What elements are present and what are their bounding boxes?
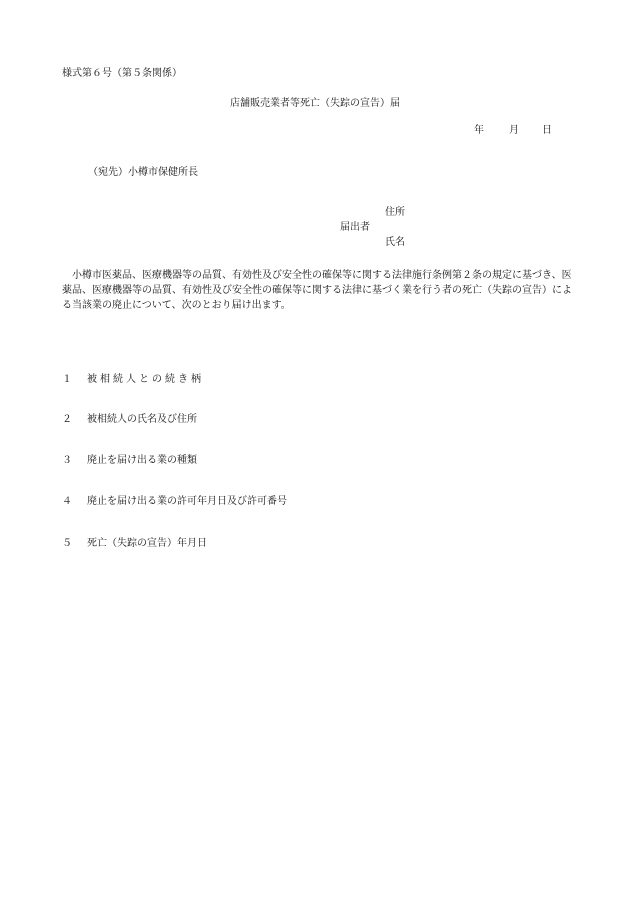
applicant-address-label: 住所 (385, 207, 405, 218)
date-year-label: 年 (474, 125, 484, 136)
item-number: １ (62, 374, 72, 385)
applicant-label: 届出者 (340, 222, 370, 233)
item-number: ２ (62, 414, 72, 425)
list-item-decedent-name-address (62, 410, 197, 425)
date-month-label: 月 (509, 125, 519, 136)
addressee: （宛先）小樽市保健所長 (88, 167, 198, 178)
document-title: 店舗販売業者等死亡（失踪の宣告）届 (230, 98, 400, 109)
list-item-relationship (62, 370, 204, 385)
item-text: 廃止を届け出る業の種類 (87, 455, 197, 466)
item-number: ３ (62, 455, 72, 466)
body-paragraph: 小樽市医薬品、医療機器等の品質、有効性及び安全性の確保等に関する法律施行条例第２条の規定に基づき、医薬品、医療機器等の品質、有効性及び安全性の確保等に関する法律に基づく業を行う者の死亡（失踪の宣告）による当該業の廃止について、次のとおり届け出ます。 (62, 270, 572, 311)
list-item-death-date (62, 534, 207, 549)
list-item-business-type (62, 451, 197, 466)
item-number: ４ (62, 496, 72, 507)
item-text: 被相続人の氏名及び住所 (87, 414, 197, 425)
item-number: ５ (62, 538, 72, 549)
date-day-label: 日 (542, 125, 552, 136)
form-number: 様式第６号（第５条関係） (62, 68, 182, 79)
list-item-permit-date-number (62, 492, 287, 507)
item-text: 死亡（失踪の宣告）年月日 (87, 538, 207, 549)
item-text: 廃止を届け出る業の許可年月日及び許可番号 (87, 496, 287, 507)
item-text: 被相続人との続き柄 (87, 374, 204, 385)
applicant-name-label: 氏名 (385, 237, 405, 248)
